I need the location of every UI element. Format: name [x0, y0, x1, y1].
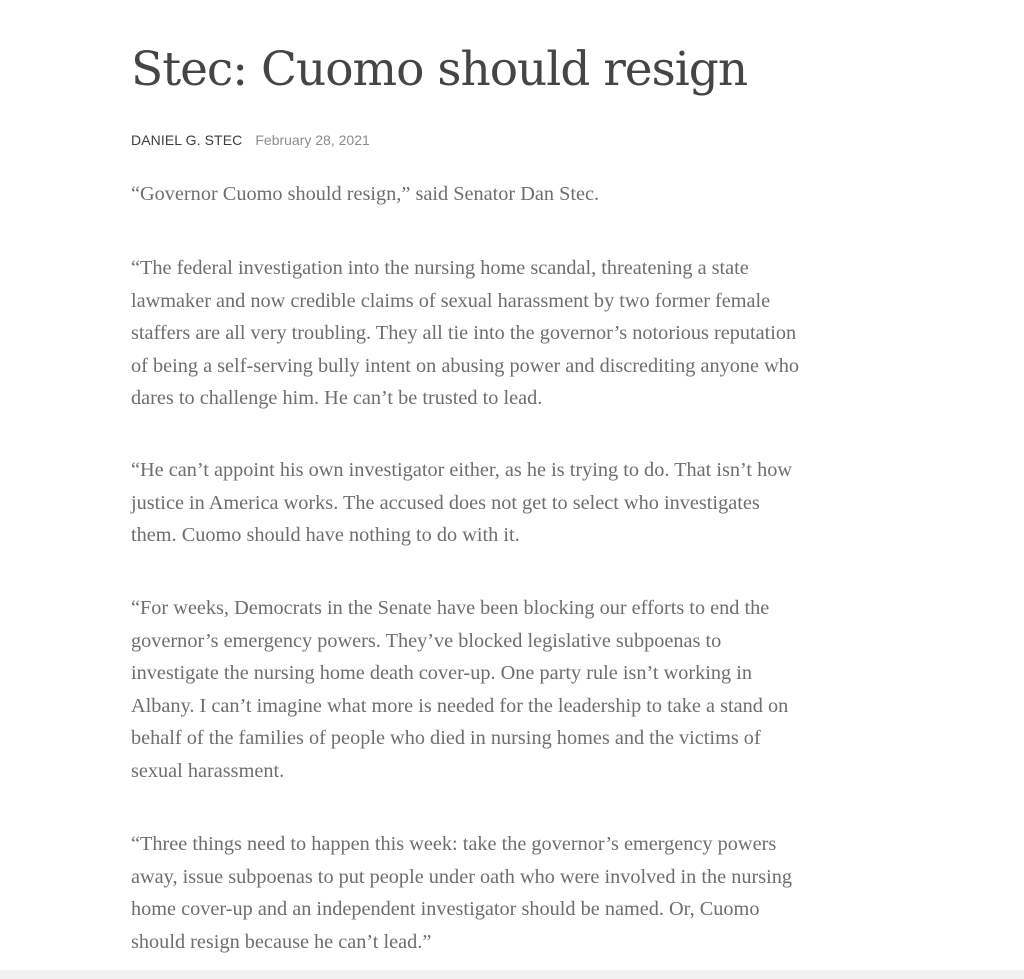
byline — [131, 130, 370, 150]
publish-date: February 28, 2021 — [255, 132, 370, 148]
paragraph-line: behalf of the families of people who died in nursing homes and the victims of — [131, 727, 761, 749]
article-paragraph-2 — [131, 252, 799, 415]
paragraph-line: “He can’t appoint his own investigator either, as he is trying to do. That isn’t how — [131, 459, 793, 481]
paragraph-line: justice in America works. The accused does not get to select who investigates — [131, 491, 760, 514]
paragraph-line: should resign because he can’t lead.” — [131, 930, 432, 953]
article-paragraph-4 — [131, 592, 788, 787]
paragraph-line: governor’s emergency powers. They’ve blocked legislative subpoenas to — [131, 629, 722, 652]
paragraph-line: them. Cuomo should have nothing to do with it. — [131, 524, 520, 546]
footer-divider — [0, 970, 1024, 979]
paragraph-line: “Governor Cuomo should resign,” said Senator Dan Stec. — [131, 183, 600, 205]
paragraph-line: investigate the nursing home death cover-up. One party rule isn’t working in — [131, 662, 753, 684]
paragraph-line: sexual harassment. — [131, 759, 285, 782]
paragraph-line: of being a self-serving bully intent on abusing power and discrediting anyone who — [131, 354, 800, 377]
article-paragraph-5 — [131, 828, 792, 958]
paragraph-line: lawmaker and now credible claims of sexual harassment by two former female — [131, 289, 771, 312]
article-paragraph-3 — [131, 454, 792, 552]
author-link[interactable]: DANIEL G. STEC — [131, 132, 243, 148]
paragraph-line: “Three things need to happen this week: take the governor’s emergency powers — [131, 833, 777, 855]
paragraph-line: dares to challenge him. He can’t be trusted to lead. — [131, 387, 543, 409]
paragraph-line: away, issue subpoenas to put people under oath who were involved in the nursing — [131, 865, 793, 888]
paragraph-line: “The federal investigation into the nursing home scandal, threatening a state — [131, 257, 749, 279]
article-paragraph-1 — [131, 178, 599, 211]
paragraph-line: staffers are all very troubling. They all tie into the governor’s notorious reputation — [131, 322, 797, 344]
paragraph-line: home cover-up and an independent investigator should be named. Or, Cuomo — [131, 898, 760, 920]
paragraph-line: “For weeks, Democrats in the Senate have been blocking our efforts to end the — [131, 597, 770, 619]
paragraph-line: Albany. I can’t imagine what more is needed for the leadership to take a stand on — [131, 694, 789, 717]
article-title: Stec: Cuomo should resign — [131, 42, 748, 97]
